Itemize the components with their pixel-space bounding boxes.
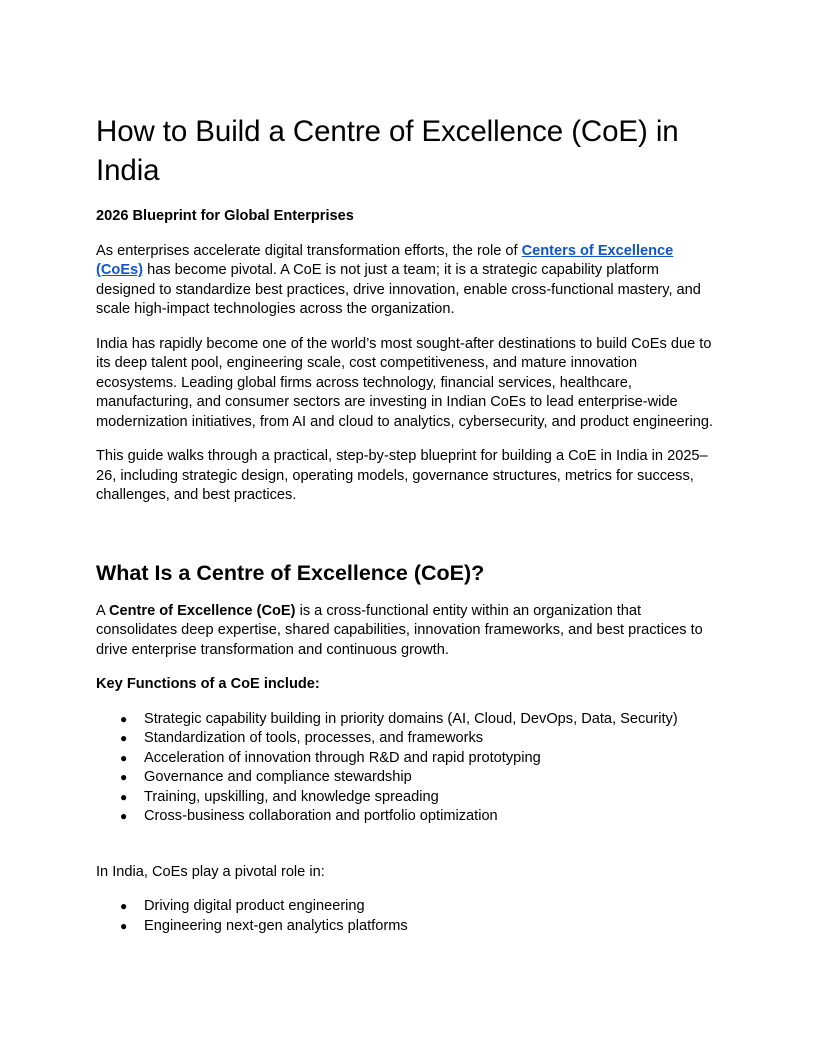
- intro-text-before-link: As enterprises accelerate digital transformation efforts, the role of: [96, 242, 522, 259]
- list-item-text: Engineering next-gen analytics platforms: [144, 917, 408, 934]
- definition-prefix: A: [96, 602, 109, 619]
- paragraph-india-destination: India has rapidly become one of the world’s most sought-after destinations to build CoEs due to its deep talent pool, engineering scale, cost competitiveness, and mature innovation ecosystems. Leading global firms across technology, financial services, healthcare, manufacturing, and consumer sectors are investing in Indian CoEs to lead enterprise-wide modernization initiatives, from AI and cloud to analytics, cybersecurity, and product engineering.: [96, 335, 714, 430]
- intro-text-after-link: has become pivotal. A CoE is not just a team; it is a strategic capability platform designed to standardize best practices, drive innovation, enable cross-functional mastery, and scale high-impact technologies across the organization.: [96, 262, 701, 317]
- key-functions-heading: Key Functions of a CoE include:: [96, 676, 320, 692]
- india-roles-intro: In India, CoEs play a pivotal role in:: [96, 863, 325, 880]
- list-item-text: Training, upskilling, and knowledge spreading: [144, 788, 439, 805]
- list-item-text: Driving digital product engineering: [144, 898, 365, 914]
- bullet-icon: ●: [120, 918, 128, 933]
- definition-term: Centre of Excellence (CoE): [108, 602, 296, 619]
- document-page: [96, 112, 720, 936]
- definition-paragraph: [96, 602, 720, 661]
- bullet-icon: ●: [120, 770, 128, 784]
- key-functions-list: [96, 710, 720, 827]
- bullet-icon: ●: [120, 750, 128, 765]
- list-item-text: Standardization of tools, processes, and frameworks: [144, 730, 484, 746]
- bullet-icon: ●: [120, 809, 128, 823]
- document-subtitle: 2026 Blueprint for Global Enterprises: [96, 208, 354, 224]
- list-item: [96, 729, 720, 749]
- definition-rest: is a cross-functional entity within an organization that consolidates deep expertise, shared capabilities, innovation frameworks, and best practices to drive enterprise transformation and continuous growth.: [96, 602, 703, 658]
- bullet-icon: ●: [120, 789, 128, 804]
- bullet-icon: ●: [120, 899, 128, 913]
- section-heading-what-is-coe: What Is a Centre of Excellence (CoE)?: [96, 560, 485, 585]
- list-item: [96, 807, 720, 827]
- list-item-text: Cross-business collaboration and portfolio optimization: [144, 808, 498, 824]
- india-roles-list: [96, 897, 720, 936]
- list-item: [96, 897, 720, 917]
- coe-link[interactable]: Centers of Excellence (CoEs): [96, 242, 674, 278]
- intro-paragraph: [96, 242, 720, 320]
- bullet-icon: ●: [120, 711, 128, 726]
- list-item-text: Strategic capability building in priority domains (AI, Cloud, DevOps, Data, Security): [144, 710, 678, 727]
- list-item: [96, 788, 720, 808]
- list-item: [96, 749, 720, 769]
- paragraph-guide-overview: This guide walks through a practical, step-by-step blueprint for building a CoE in India in 2025–26, including strategic design, operating models, governance structures, metrics for success, challenges, and best practices.: [96, 448, 708, 503]
- bullet-icon: ●: [120, 731, 128, 745]
- list-item: [96, 710, 720, 730]
- list-item: [96, 768, 720, 788]
- list-item-text: Acceleration of innovation through R&D and rapid prototyping: [144, 749, 541, 766]
- list-item: [96, 917, 720, 937]
- list-item-text: Governance and compliance stewardship: [144, 769, 412, 785]
- document-title: How to Build a Centre of Excellence (CoE) in India: [96, 115, 679, 187]
